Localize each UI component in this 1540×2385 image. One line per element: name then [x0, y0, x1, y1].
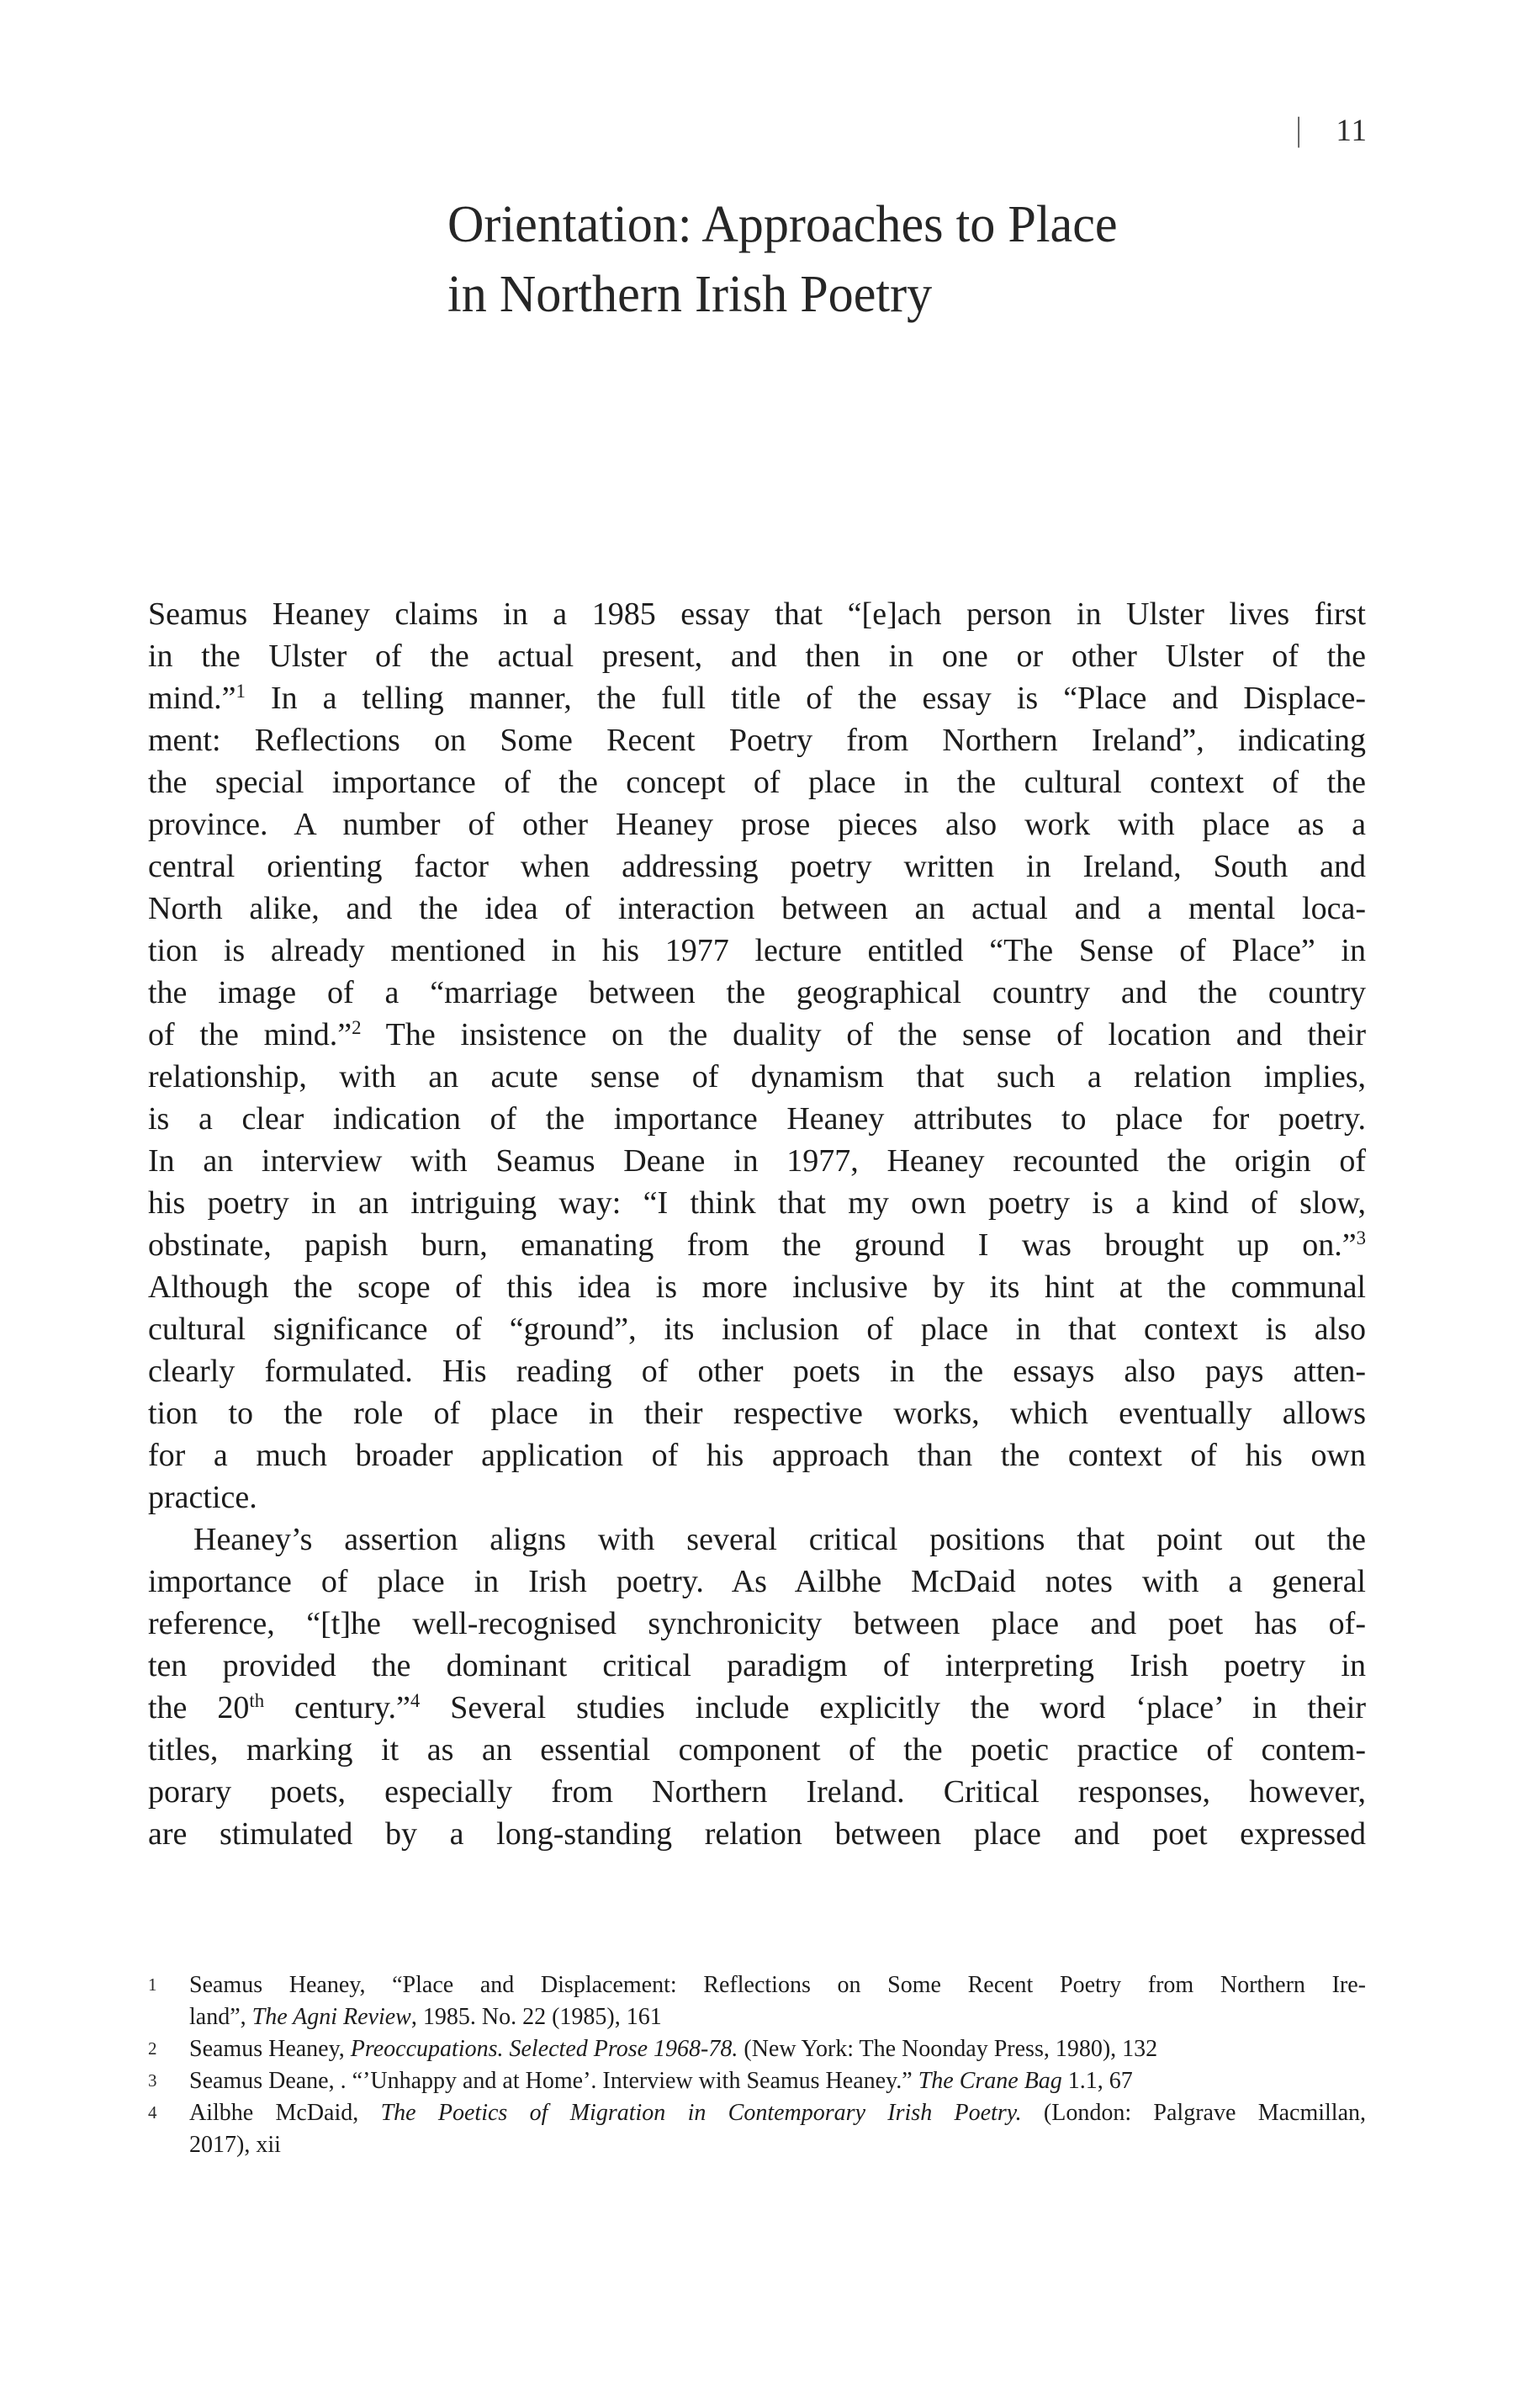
body-line: the special importance of the concept of place in the cultural context of the [148, 765, 1366, 800]
body-line: obstinate, papish burn, emanating from the ground I was brought up on.”$^3$ [148, 1227, 1366, 1263]
footnote-line: Ailbhe McDaid, The Poetics of Migration in Contemporary Irish Poetry. (London: Palgrave Macmillan, [189, 2100, 1367, 2126]
footnote-line: Seamus Heaney, Preoccupations. Selected Prose 1968-78. (New York: The Noonday Press, 1980), 132 [189, 2036, 1158, 2062]
footnote-number: 2 [148, 2038, 157, 2059]
body-line: Seamus Heaney claims in a 1985 essay that “[e]ach person in Ulster lives first [148, 596, 1366, 632]
body-line: In an interview with Seamus Deane in 1977, Heaney recounted the origin of [148, 1143, 1366, 1179]
body-line: Although the scope of this idea is more inclusive by its hint at the communal [148, 1269, 1366, 1305]
footnote-text [189, 2033, 1366, 2065]
footnote-2 [148, 2033, 1366, 2065]
footnote-number: 1 [148, 1974, 157, 1995]
footnote-3 [148, 2065, 1366, 2097]
footnote-text [189, 2065, 1366, 2097]
body-line: for a much broader application of his approach than the context of his own [148, 1438, 1366, 1473]
body-line: ment: Reflections on Some Recent Poetry from Northern Ireland”, indicating [148, 723, 1366, 758]
chapter-title [447, 190, 1138, 330]
body-line: mind.”$^1$ In a telling manner, the full title of the essay is “Place and Displace- [148, 681, 1366, 716]
footnote-number: 3 [148, 2070, 157, 2091]
footnote-line: Seamus Deane, . “’Unhappy and at Home’. Interview with Seamus Heaney.” The Crane Bag 1.1, 67 [189, 2068, 1133, 2094]
footnote-line: Seamus Heaney, “Place and Displacement: Reflections on Some Recent Poetry from Northern Ire- [189, 1972, 1366, 1998]
footnote-1 [148, 1969, 1366, 2033]
chapter-title-line-1: Orientation: Approaches to Place [447, 196, 1118, 253]
page-number-value: 11 [1336, 114, 1368, 148]
page-number-separator: | [1296, 110, 1301, 148]
footnotes [148, 1969, 1366, 2161]
paragraph-2 [148, 1518, 1366, 1855]
footnote-number: 4 [148, 2102, 157, 2123]
body-line: tion is already mentioned in his 1977 lecture entitled “The Sense of Place” in [148, 933, 1366, 968]
body-line: the 20th century.”$^4$ Several studies include explicitly the word ‘place’ in their [148, 1690, 1367, 1725]
body-line: North alike, and the idea of interaction between an actual and a mental loca- [148, 891, 1366, 926]
body-line: in the Ulster of the actual present, and then in one or other Ulster of the [148, 639, 1366, 674]
footnote-4 [148, 2097, 1366, 2161]
body-line: Heaney’s assertion aligns with several critical positions that point out the [193, 1522, 1366, 1557]
body-line: are stimulated by a long-standing relation between place and poet expressed [148, 1816, 1366, 1852]
body-line: of the mind.”$^2$ The insistence on the duality of the sense of location and their [148, 1017, 1367, 1052]
body-line: importance of place in Irish poetry. As Ailbhe McDaid notes with a general [148, 1564, 1366, 1599]
body-line: his poetry in an intriguing way: “I think that my own poetry is a kind of slow, [148, 1185, 1366, 1221]
body-line: relationship, with an acute sense of dynamism that such a relation implies, [148, 1059, 1366, 1094]
body-line: reference, “[t]he well-recognised synchronicity between place and poet has of- [148, 1606, 1366, 1641]
footnote-line: land”, The Agni Review, 1985. No. 22 (1985), 161 [189, 2004, 662, 2030]
body-line: practice. [148, 1480, 257, 1515]
footnote-text [189, 1969, 1366, 2033]
body-line: ten provided the dominant critical paradigm of interpreting Irish poetry in [148, 1648, 1366, 1683]
body-line: clearly formulated. His reading of other poets in the essays also pays atten- [148, 1354, 1366, 1389]
footnote-line: 2017), xii [189, 2132, 281, 2158]
body-line: tion to the role of place in their respective works, which eventually allows [148, 1396, 1366, 1431]
body-line: is a clear indication of the importance Heaney attributes to place for poetry. [148, 1101, 1366, 1137]
body-line: titles, marking it as an essential component of the poetic practice of contem- [148, 1732, 1366, 1768]
body-line: cultural significance of “ground”, its inclusion of place in that context is also [148, 1312, 1366, 1347]
chapter-title-line-2: in Northern Irish Poetry [447, 266, 933, 323]
body-line: central orienting factor when addressing poetry written in Ireland, South and [148, 849, 1366, 884]
paragraph-1 [148, 593, 1366, 1518]
body-text [148, 593, 1366, 1855]
body-line: the image of a “marriage between the geographical country and the country [148, 975, 1366, 1010]
body-line: province. A number of other Heaney prose pieces also work with place as a [148, 807, 1366, 842]
footnote-text [189, 2097, 1366, 2161]
body-line: porary poets, especially from Northern Ireland. Critical responses, however, [148, 1774, 1366, 1810]
page-number [1295, 109, 1368, 149]
